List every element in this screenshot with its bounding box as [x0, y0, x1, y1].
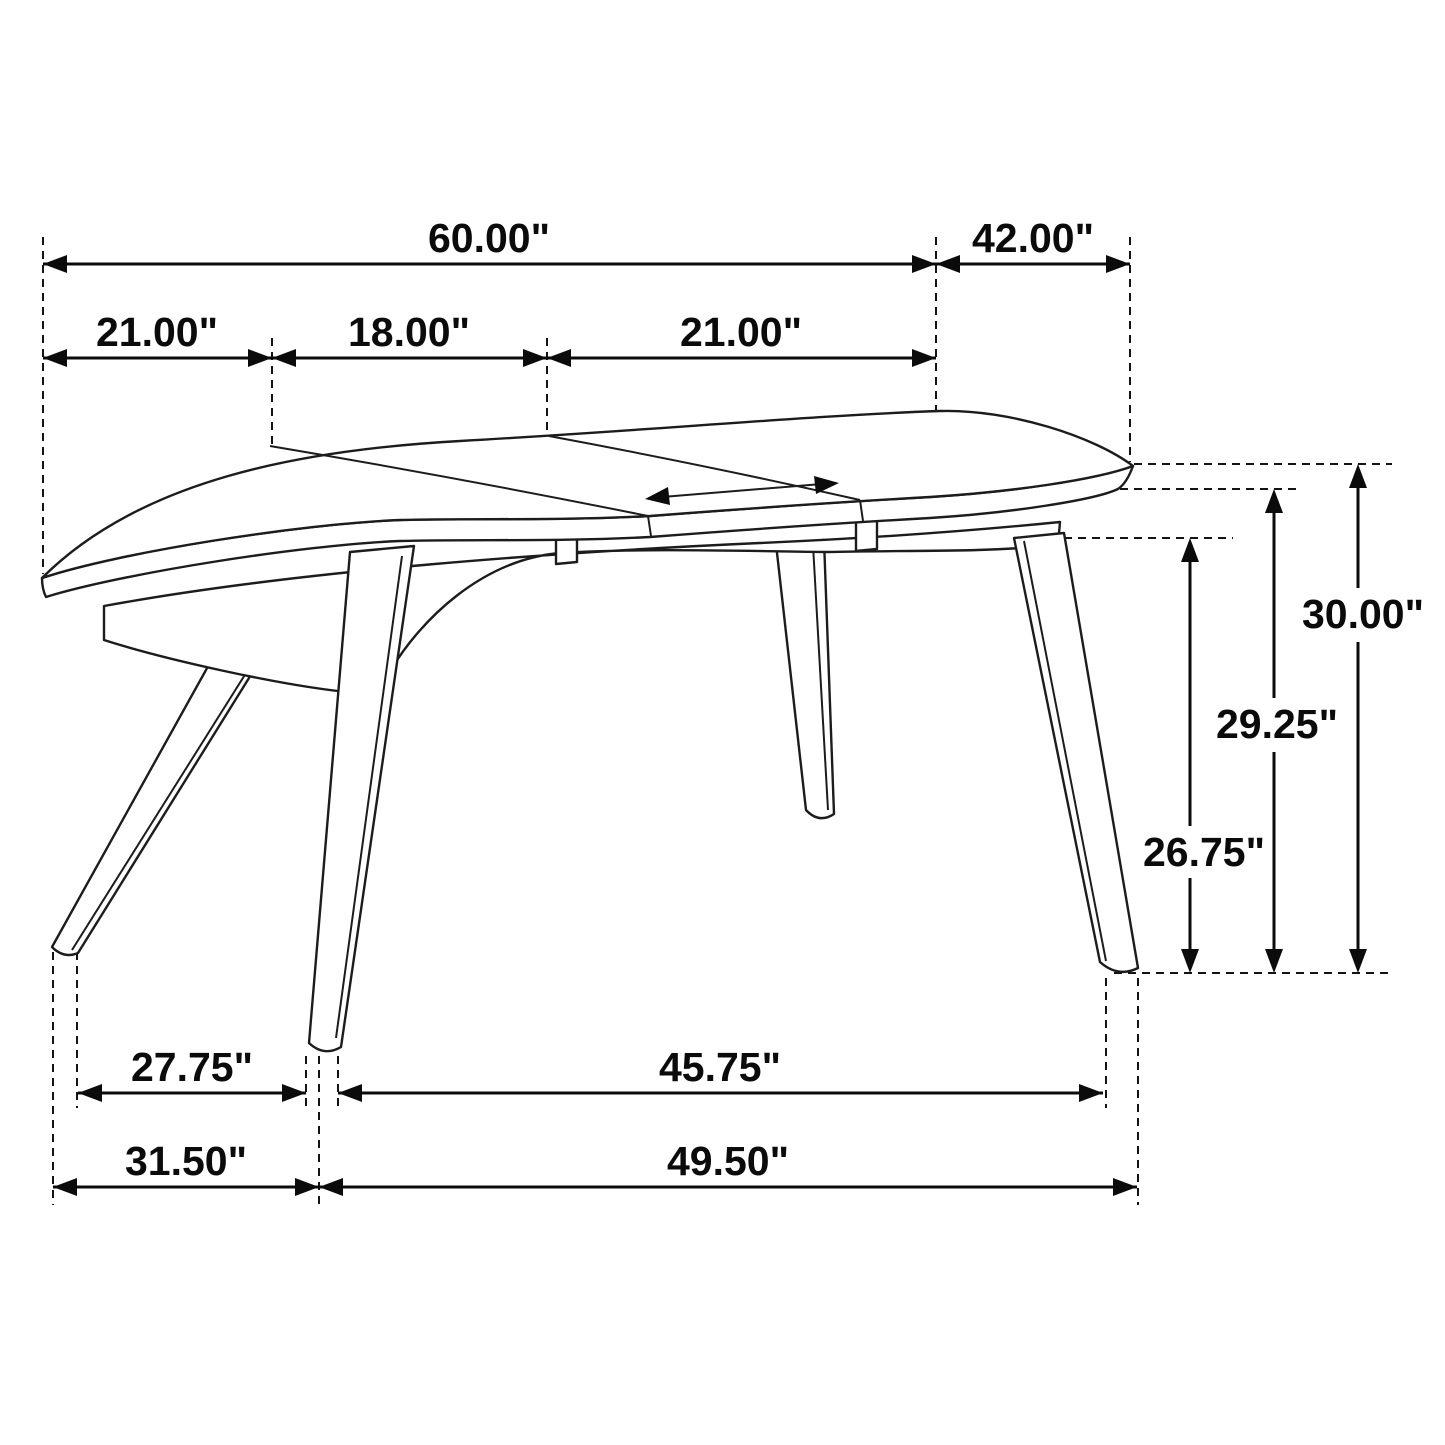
dim-height-underside-label: 29.25" — [1215, 701, 1339, 747]
dim-section-right-label: 21.00" — [679, 309, 803, 355]
dim-feet-side-outer — [53, 1138, 319, 1196]
table-drawing — [42, 411, 1138, 1051]
dim-depth — [936, 215, 1130, 273]
dim-feet-front-outer — [319, 1138, 1137, 1196]
dim-section-leaf — [272, 309, 547, 367]
table-leg-back-right — [776, 540, 834, 818]
dim-section-left-label: 21.00" — [95, 309, 219, 355]
dim-feet-front-inner-label: 45.75" — [658, 1044, 782, 1090]
dim-feet-front-outer-label: 49.50" — [666, 1138, 790, 1184]
dim-total-width — [43, 215, 936, 273]
dim-apron-clearance-label: 26.75" — [1142, 829, 1266, 875]
dim-feet-front-inner — [338, 1044, 1103, 1102]
dim-depth-label: 42.00" — [971, 215, 1095, 261]
table-leg-front-right — [1014, 533, 1138, 972]
dim-height-tabletop-label: 30.00" — [1301, 591, 1425, 637]
dim-apron-clearance — [1143, 538, 1265, 973]
dim-section-leaf-label: 18.00" — [347, 309, 471, 355]
dim-total-width-label: 60.00" — [427, 215, 551, 261]
dim-feet-side-inner-label: 27.75" — [130, 1044, 254, 1090]
dim-height-underside — [1216, 489, 1338, 973]
dim-feet-side-outer-label: 31.50" — [124, 1138, 248, 1184]
dim-feet-side-inner — [78, 1044, 306, 1102]
dim-section-left — [43, 309, 272, 367]
dim-section-right — [547, 309, 936, 367]
